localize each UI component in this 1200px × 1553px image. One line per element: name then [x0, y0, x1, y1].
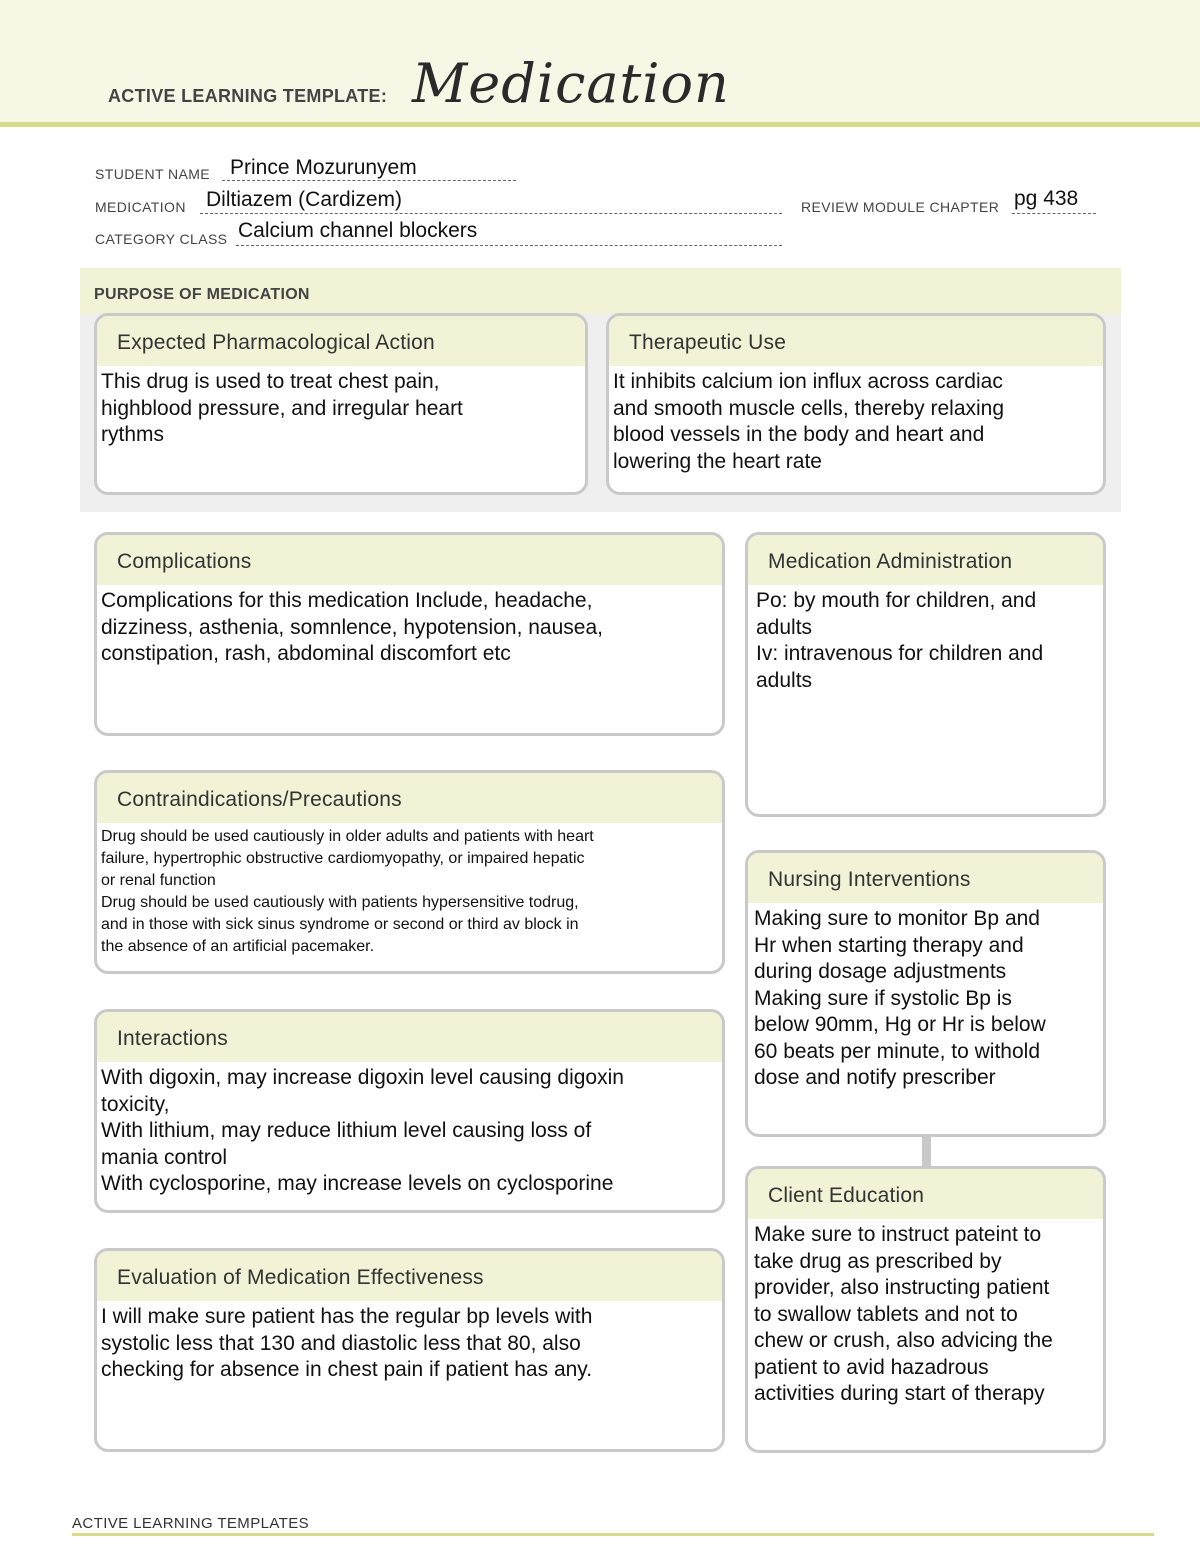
complications-title: Complications: [117, 550, 252, 573]
administration-header: [748, 535, 1103, 585]
complications-text[interactable]: Complications for this medication Include, headache, dizziness, asthenia, somnlence, hypotension, nausea, constipation, rash, abdominal discomfort etc: [101, 589, 603, 665]
nursing-text[interactable]: Making sure to monitor Bp and Hr when starting therapy and during dosage adjustments Making sure if systolic Bp is below 90mm, Hg or Hr is below 60 beats per minute, to withold dose and notify prescriber: [754, 907, 1046, 1089]
review-chapter-field[interactable]: pg 438: [1014, 187, 1079, 210]
student-name-field[interactable]: Prince Mozurunyem: [230, 156, 417, 179]
purpose-title: PURPOSE OF MEDICATION: [94, 286, 310, 303]
complications-header: [97, 535, 722, 585]
interactions-box: [94, 1009, 725, 1213]
evaluation-box: [94, 1248, 725, 1452]
evaluation-header: [97, 1251, 722, 1301]
contraindications-text[interactable]: Drug should be used cautiously in older adults and patients with heart failure, hypertrophic obstructive cardiomyopathy, or impaired hepatic or renal function Drug should be used cautiously with patients hypersensitive todrug, and in those with sick sinus syndrome or second or third av block in the absence of an artificial pacemaker.: [101, 828, 594, 955]
therapeutic-use-box: [606, 313, 1106, 495]
client-education-text[interactable]: Make sure to instruct pateint to take drug as prescribed by provider, also instructing patient to swallow tablets and not to chew or crush, also advicing the patient to avid hazadrous activities during start of therapy: [754, 1223, 1053, 1405]
medication-line: [200, 213, 782, 214]
medication-field[interactable]: Diltiazem (Cardizem): [206, 188, 403, 211]
footer-label: ACTIVE LEARNING TEMPLATES: [72, 1515, 309, 1532]
client-education-header: [748, 1169, 1103, 1219]
interactions-header: [97, 1012, 722, 1062]
expected-action-title: Expected Pharmacological Action: [117, 331, 435, 354]
expected-action-header: [97, 316, 585, 366]
nursing-box: [745, 850, 1106, 1137]
header-rule: [0, 122, 1200, 127]
administration-title: Medication Administration: [768, 550, 1013, 573]
expected-action-box: [94, 313, 588, 495]
contraindications-box: [94, 770, 725, 974]
category-label: CATEGORY CLASS: [95, 231, 228, 247]
administration-box: [745, 532, 1106, 817]
administration-text[interactable]: Po: by mouth for children, and adults Iv: intravenous for children and adults: [756, 589, 1044, 692]
interactions-text[interactable]: With digoxin, may increase digoxin level causing digoxin toxicity, With lithium, may reduce lithium level causing loss of mania control With cyclosporine, may increase levels on cyclosporine: [101, 1066, 624, 1195]
evaluation-title: Evaluation of Medication Effectiveness: [117, 1266, 484, 1289]
template-title: Medication: [412, 52, 730, 115]
medication-label: MEDICATION: [95, 199, 186, 215]
therapeutic-use-header: [609, 316, 1103, 366]
contraindications-title: Contraindications/Precautions: [117, 788, 402, 811]
client-education-title: Client Education: [768, 1184, 925, 1207]
column-connector: [922, 1136, 931, 1166]
contraindications-header: [97, 773, 722, 823]
evaluation-text[interactable]: I will make sure patient has the regular bp levels with systolic less that 130 and diastolic less that 80, also checking for absence in chest pain if patient has any.: [101, 1305, 593, 1381]
review-chapter-label: REVIEW MODULE CHAPTER: [801, 199, 1000, 215]
category-line: [236, 245, 782, 246]
client-education-box: [745, 1166, 1106, 1453]
complications-box: [94, 532, 725, 736]
footer-rule: [72, 1533, 1154, 1536]
expected-action-text[interactable]: This drug is used to treat chest pain, highblood pressure, and irregular heart rythms: [101, 370, 463, 446]
interactions-title: Interactions: [117, 1027, 228, 1050]
therapeutic-use-text[interactable]: It inhibits calcium ion influx across cardiac and smooth muscle cells, thereby relaxing blood vessels in the body and heart and lowering the heart rate: [613, 370, 1005, 473]
template-label: ACTIVE LEARNING TEMPLATE:: [108, 86, 388, 106]
nursing-title: Nursing Interventions: [768, 868, 971, 891]
category-field[interactable]: Calcium channel blockers: [238, 219, 478, 242]
nursing-header: [748, 853, 1103, 903]
student-name-line: [222, 180, 516, 181]
therapeutic-use-title: Therapeutic Use: [629, 331, 787, 354]
review-chapter-line: [1012, 213, 1096, 214]
student-name-label: STUDENT NAME: [95, 166, 210, 182]
